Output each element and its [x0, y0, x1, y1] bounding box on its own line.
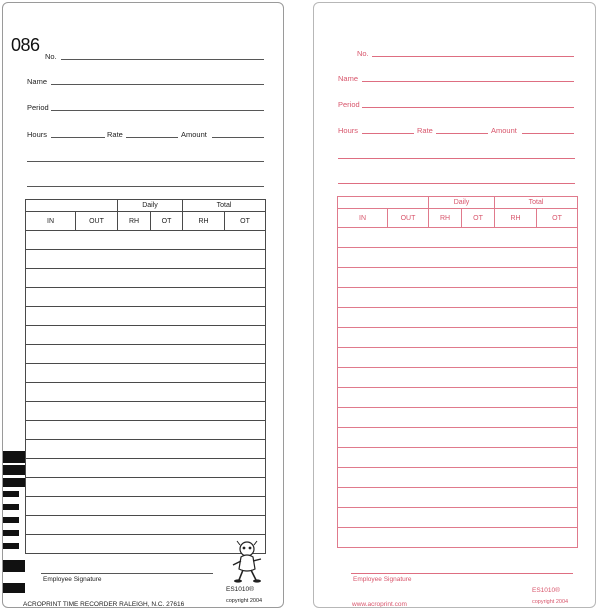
name-line — [362, 81, 574, 82]
hours-label: Hours — [338, 126, 359, 135]
table-cell — [338, 368, 578, 388]
table-cell — [338, 508, 578, 528]
amount-line — [212, 137, 264, 138]
rate-label: Rate — [417, 126, 433, 135]
col-daily-rh: RH — [429, 209, 462, 228]
table-cell — [26, 497, 266, 516]
period-label: Period — [27, 103, 49, 112]
table-row — [338, 268, 578, 288]
footer-address: ACROPRINT TIME RECORDER RALEIGH, N.C. 27616 — [23, 601, 185, 608]
table-cell — [26, 288, 266, 307]
rate-line — [126, 137, 178, 138]
name-line — [51, 84, 264, 85]
table-row — [338, 508, 578, 528]
table-cell — [26, 250, 266, 269]
barcode-mark — [3, 504, 19, 510]
barcode-mark — [3, 491, 19, 497]
table-row — [338, 528, 578, 548]
signature-label: Employee Signature — [353, 576, 412, 583]
col-total-ot: OT — [537, 209, 578, 228]
table-group-daily: Daily — [118, 200, 183, 212]
table-cell — [338, 428, 578, 448]
table-cell — [338, 268, 578, 288]
name-label: Name — [338, 74, 359, 83]
form-code: ES1010® — [532, 587, 560, 594]
table-cell — [26, 440, 266, 459]
table-group-total: Total — [183, 200, 266, 212]
form-code: ES1010® — [226, 586, 254, 593]
col-total-ot: OT — [225, 212, 266, 231]
col-in: IN — [338, 209, 388, 228]
table-group-blank — [26, 200, 118, 212]
table-row — [338, 368, 578, 388]
table-row — [338, 228, 578, 248]
table-cell — [338, 308, 578, 328]
amount-label: Amount — [181, 130, 207, 139]
table-row — [26, 516, 266, 535]
table-row — [26, 383, 266, 402]
table-cell — [26, 516, 266, 535]
hours-table — [25, 199, 266, 554]
table-cell — [338, 488, 578, 508]
table-row — [26, 478, 266, 497]
period-line — [362, 107, 574, 108]
table-row — [338, 408, 578, 428]
card-number: 086 — [11, 35, 40, 55]
table-cell — [338, 328, 578, 348]
blank-line-2 — [27, 186, 264, 187]
table-cell — [338, 528, 578, 548]
table-row — [338, 468, 578, 488]
barcode-mark — [3, 451, 25, 463]
table-group-daily: Daily — [429, 197, 495, 209]
table-cell — [338, 448, 578, 468]
signature-label: Employee Signature — [43, 576, 102, 583]
table-group-blank — [338, 197, 429, 209]
copyright: copyright 2004 — [226, 598, 263, 604]
barcode-mark — [3, 478, 25, 487]
table-cell — [338, 228, 578, 248]
table-row — [338, 308, 578, 328]
barcode-mark — [3, 465, 25, 475]
signature-line — [351, 573, 573, 574]
time-card-right — [313, 2, 596, 608]
table-row — [338, 388, 578, 408]
no-label: No. — [357, 49, 369, 58]
period-line — [51, 110, 264, 111]
blank-line-2 — [338, 183, 575, 184]
table-row — [26, 440, 266, 459]
table-cell — [26, 269, 266, 288]
col-total-rh: RH — [495, 209, 537, 228]
no-label: No. — [45, 52, 57, 61]
hours-line — [51, 137, 105, 138]
table-row — [26, 421, 266, 440]
table-cell — [26, 307, 266, 326]
hours-line — [362, 133, 414, 134]
table-cell — [338, 388, 578, 408]
barcode-mark — [3, 517, 19, 523]
table-row — [26, 459, 266, 478]
table-row — [26, 497, 266, 516]
table-cell — [338, 408, 578, 428]
table-row — [338, 288, 578, 308]
col-in: IN — [26, 212, 76, 231]
table-row — [26, 269, 266, 288]
table-row — [338, 448, 578, 468]
table-cell — [338, 248, 578, 268]
col-out: OUT — [388, 209, 429, 228]
col-daily-ot: OT — [151, 212, 183, 231]
table-row — [338, 328, 578, 348]
table-row — [338, 428, 578, 448]
col-out: OUT — [76, 212, 118, 231]
copyright: copyright 2004 — [532, 599, 569, 605]
table-row — [26, 250, 266, 269]
table-row — [26, 402, 266, 421]
table-cell — [338, 288, 578, 308]
amount-label: Amount — [491, 126, 517, 135]
blank-line-1 — [27, 161, 264, 162]
no-line — [61, 59, 264, 60]
blank-line-1 — [338, 158, 575, 159]
table-cell — [26, 231, 266, 250]
table-group-total: Total — [495, 197, 578, 209]
table-row — [26, 307, 266, 326]
time-card-left — [2, 2, 284, 608]
table-row — [338, 248, 578, 268]
barcode-mark — [3, 560, 25, 572]
barcode-mark — [3, 583, 25, 593]
table-row — [26, 288, 266, 307]
table-row — [26, 231, 266, 250]
table-cell — [338, 348, 578, 368]
table-row — [26, 345, 266, 364]
barcode-mark — [3, 530, 19, 536]
name-label: Name — [27, 77, 48, 86]
col-daily-rh: RH — [118, 212, 151, 231]
table-row — [26, 364, 266, 383]
col-total-rh: RH — [183, 212, 225, 231]
footer-website: www.acroprint.com — [352, 601, 407, 608]
table-cell — [26, 402, 266, 421]
table-row — [338, 488, 578, 508]
table-cell — [26, 478, 266, 497]
rate-label: Rate — [107, 130, 123, 139]
hours-label: Hours — [27, 130, 48, 139]
amount-line — [522, 133, 574, 134]
table-cell — [26, 364, 266, 383]
period-label: Period — [338, 100, 360, 109]
table-row — [338, 348, 578, 368]
no-line — [372, 56, 574, 57]
table-row — [26, 326, 266, 345]
table-cell — [26, 459, 266, 478]
table-cell — [338, 468, 578, 488]
hours-table — [337, 196, 578, 548]
table-cell — [26, 345, 266, 364]
col-daily-ot: OT — [462, 209, 495, 228]
acroprint-logo-icon — [229, 539, 265, 583]
table-cell — [26, 326, 266, 345]
barcode-mark — [3, 543, 19, 549]
signature-line — [41, 573, 213, 574]
table-cell — [26, 383, 266, 402]
rate-line — [436, 133, 488, 134]
table-cell — [26, 421, 266, 440]
